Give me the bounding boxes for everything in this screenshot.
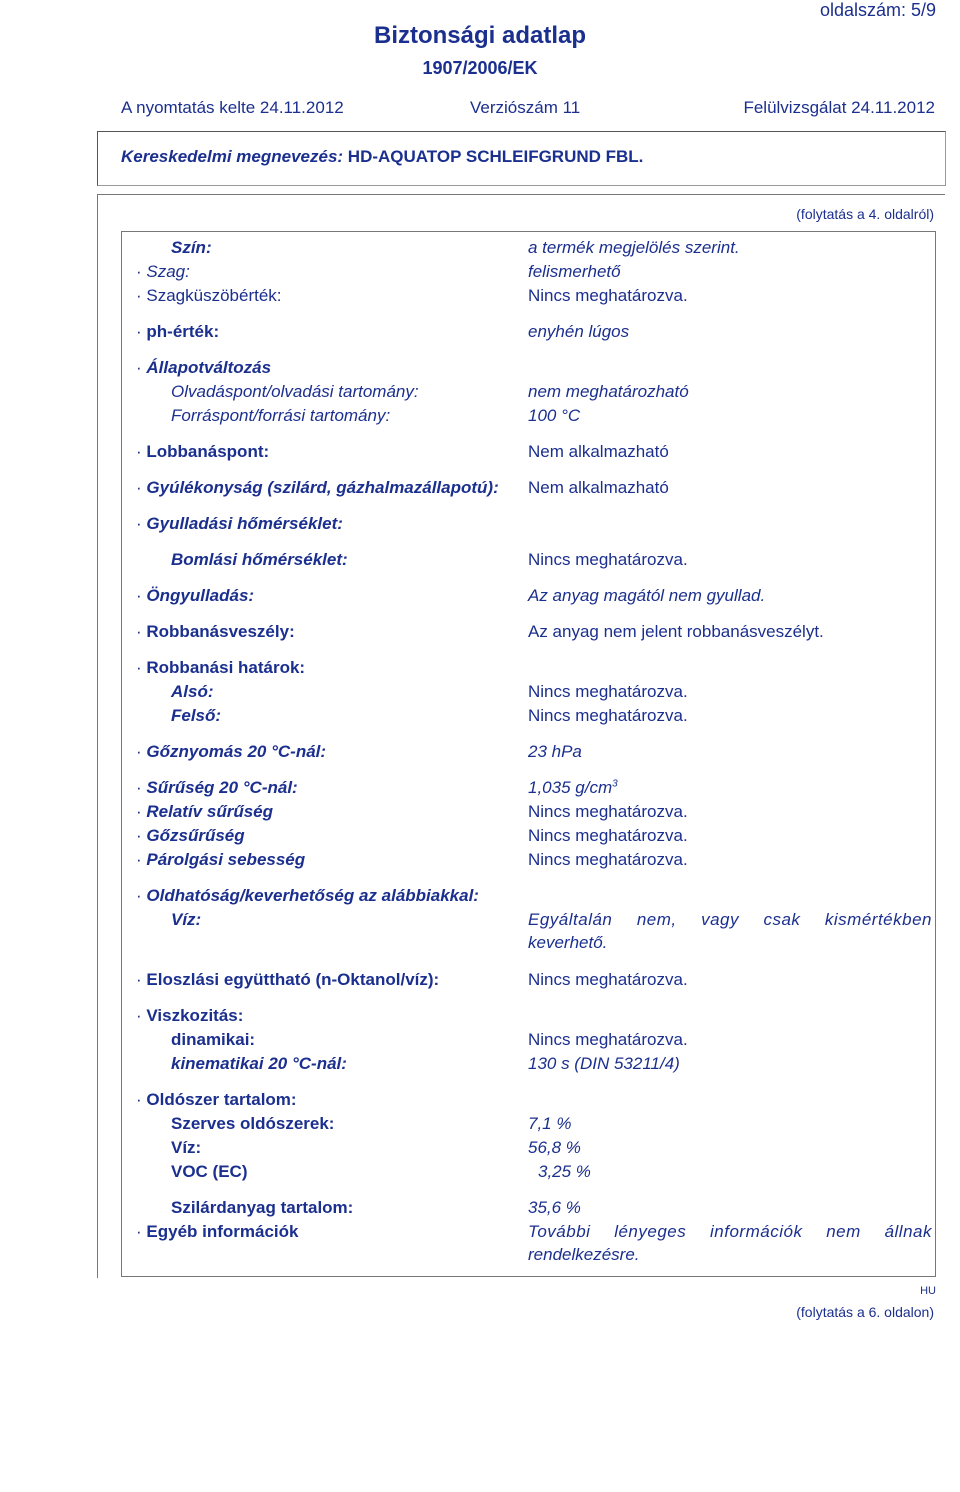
lower-limit-label: Alsó:: [171, 682, 214, 701]
voc-value: 3,25 %: [538, 1162, 591, 1181]
decomposition-temp-value: Nincs meghatározva.: [528, 550, 688, 569]
regulation-number: 1907/2006/EK: [422, 58, 538, 78]
trade-name-value: HD-AQUATOP SCHLEIFGRUND FBL.: [347, 147, 644, 166]
boiling-label: Forráspont/forrási tartomány:: [171, 406, 391, 425]
odor-threshold-value: Nincs meghatározva.: [528, 286, 688, 305]
partition-coefficient-label: · Eloszlási együttható (n-Oktanol/víz):: [136, 970, 440, 989]
ignition-temp-label: · Gyulladási hőmérséklet:: [136, 514, 343, 533]
revision-date: Felülvizsgálat 24.11.2012: [743, 98, 935, 117]
state-change-label: · Állapotváltozás: [136, 358, 272, 377]
water-content-value: 56,8 %: [528, 1138, 581, 1157]
relative-density-value: Nincs meghatározva.: [528, 802, 688, 821]
viscosity-label: · Viszkozitás:: [136, 1006, 244, 1025]
explosion-danger-value: Az anyag nem jelent robbanásveszélyt.: [528, 622, 824, 641]
lower-limit-value: Nincs meghatározva.: [528, 682, 688, 701]
organic-solvents-label: Szerves oldószerek:: [171, 1114, 335, 1133]
document-title: Biztonsági adatlap: [373, 22, 587, 49]
color-value: a termék megjelölés szerint.: [528, 238, 740, 257]
kinematic-viscosity-value: 130 s (DIN 53211/4): [528, 1054, 680, 1073]
partition-coefficient-value: Nincs meghatározva.: [528, 970, 688, 989]
print-date: A nyomtatás kelte 24.11.2012: [121, 98, 344, 117]
density-label: · Sűrűség 20 °C-nál:: [136, 778, 298, 797]
boiling-value: 100 °C: [528, 406, 581, 425]
solids-content-label: Szilárdanyag tartalom:: [171, 1198, 354, 1217]
trade-name: [121, 147, 643, 167]
page-number: oldalszám: 5/9: [819, 0, 936, 20]
odor-threshold-label: · Szagküszöbérték:: [136, 286, 282, 305]
flash-point-value: Nem alkalmazható: [528, 442, 669, 461]
relative-density-label: · Relatív sűrűség: [136, 802, 273, 821]
upper-limit-value: Nincs meghatározva.: [528, 706, 688, 725]
density-value: 1,035 $g/cm^3$: [528, 778, 618, 797]
trade-name-label: Kereskedelmi megnevezés:: [121, 147, 344, 166]
evaporation-rate-label: · Párolgási sebesség: [136, 850, 306, 869]
solids-content-value: 35,6 %: [528, 1198, 581, 1217]
odor-label: · Szag:: [136, 262, 190, 281]
upper-limit-label: Felső:: [171, 706, 222, 725]
self-ignition-value: Az anyag magától nem gyullad.: [528, 586, 766, 605]
water-content-label: Víz:: [171, 1138, 202, 1157]
organic-solvents-value: 7,1 %: [528, 1114, 572, 1133]
melting-value: nem meghatározható: [528, 382, 689, 401]
odor-value: felismerhető: [528, 262, 621, 281]
vapour-pressure-label: · Gőznyomás 20 °C-nál:: [136, 742, 327, 761]
explosion-limits-label: · Robbanási határok:: [136, 658, 306, 677]
water-solubility-label: Víz:: [171, 910, 202, 929]
language-code: HU: [920, 1285, 936, 1297]
voc-label: VOC (EC): [171, 1162, 248, 1181]
version-number: Verziószám 11: [470, 98, 581, 117]
solubility-label: · Oldhatóság/keverhetőség az alábbiakkal:: [136, 886, 479, 905]
dynamic-viscosity-value: Nincs meghatározva.: [528, 1030, 688, 1049]
kinematic-viscosity-label: kinematikai 20 °C-nál:: [171, 1054, 347, 1073]
vapour-density-label: · Gőzsűrűség: [136, 826, 245, 845]
decomposition-temp-label: Bomlási hőmérséklet:: [171, 550, 348, 569]
self-ignition-label: · Öngyulladás:: [136, 586, 255, 605]
ph-value: enyhén lúgos: [528, 322, 630, 341]
explosion-danger-label: · Robbanásveszély:: [136, 622, 295, 641]
ph-label: · ph-érték:: [136, 322, 220, 341]
continued-from: (folytatás a 4. oldalról): [796, 206, 934, 222]
water-solubility-value: Egyáltalán nem, vagy csak kismértékben keverhető.: [528, 910, 932, 952]
evaporation-rate-value: Nincs meghatározva.: [528, 850, 688, 869]
other-info-value: További lényeges információk nem állnak rendelkezésre.: [528, 1222, 932, 1264]
dynamic-viscosity-label: dinamikai:: [171, 1030, 256, 1049]
flammability-label: · Gyúlékonyság (szilárd, gázhalmazállapotú):: [136, 478, 499, 497]
vapour-density-value: Nincs meghatározva.: [528, 826, 688, 845]
other-info-label: · Egyéb információk: [136, 1222, 299, 1241]
flash-point-label: · Lobbanáspont:: [136, 442, 270, 461]
color-label: Szín:: [171, 238, 212, 257]
flammability-value: Nem alkalmazható: [528, 478, 669, 497]
solvent-content-label: · Oldószer tartalom:: [136, 1090, 297, 1109]
continued-on: (folytatás a 6. oldalon): [796, 1304, 934, 1320]
vapour-pressure-value: 23 hPa: [528, 742, 582, 761]
melting-label: Olvadáspont/olvadási tartomány:: [171, 382, 419, 401]
